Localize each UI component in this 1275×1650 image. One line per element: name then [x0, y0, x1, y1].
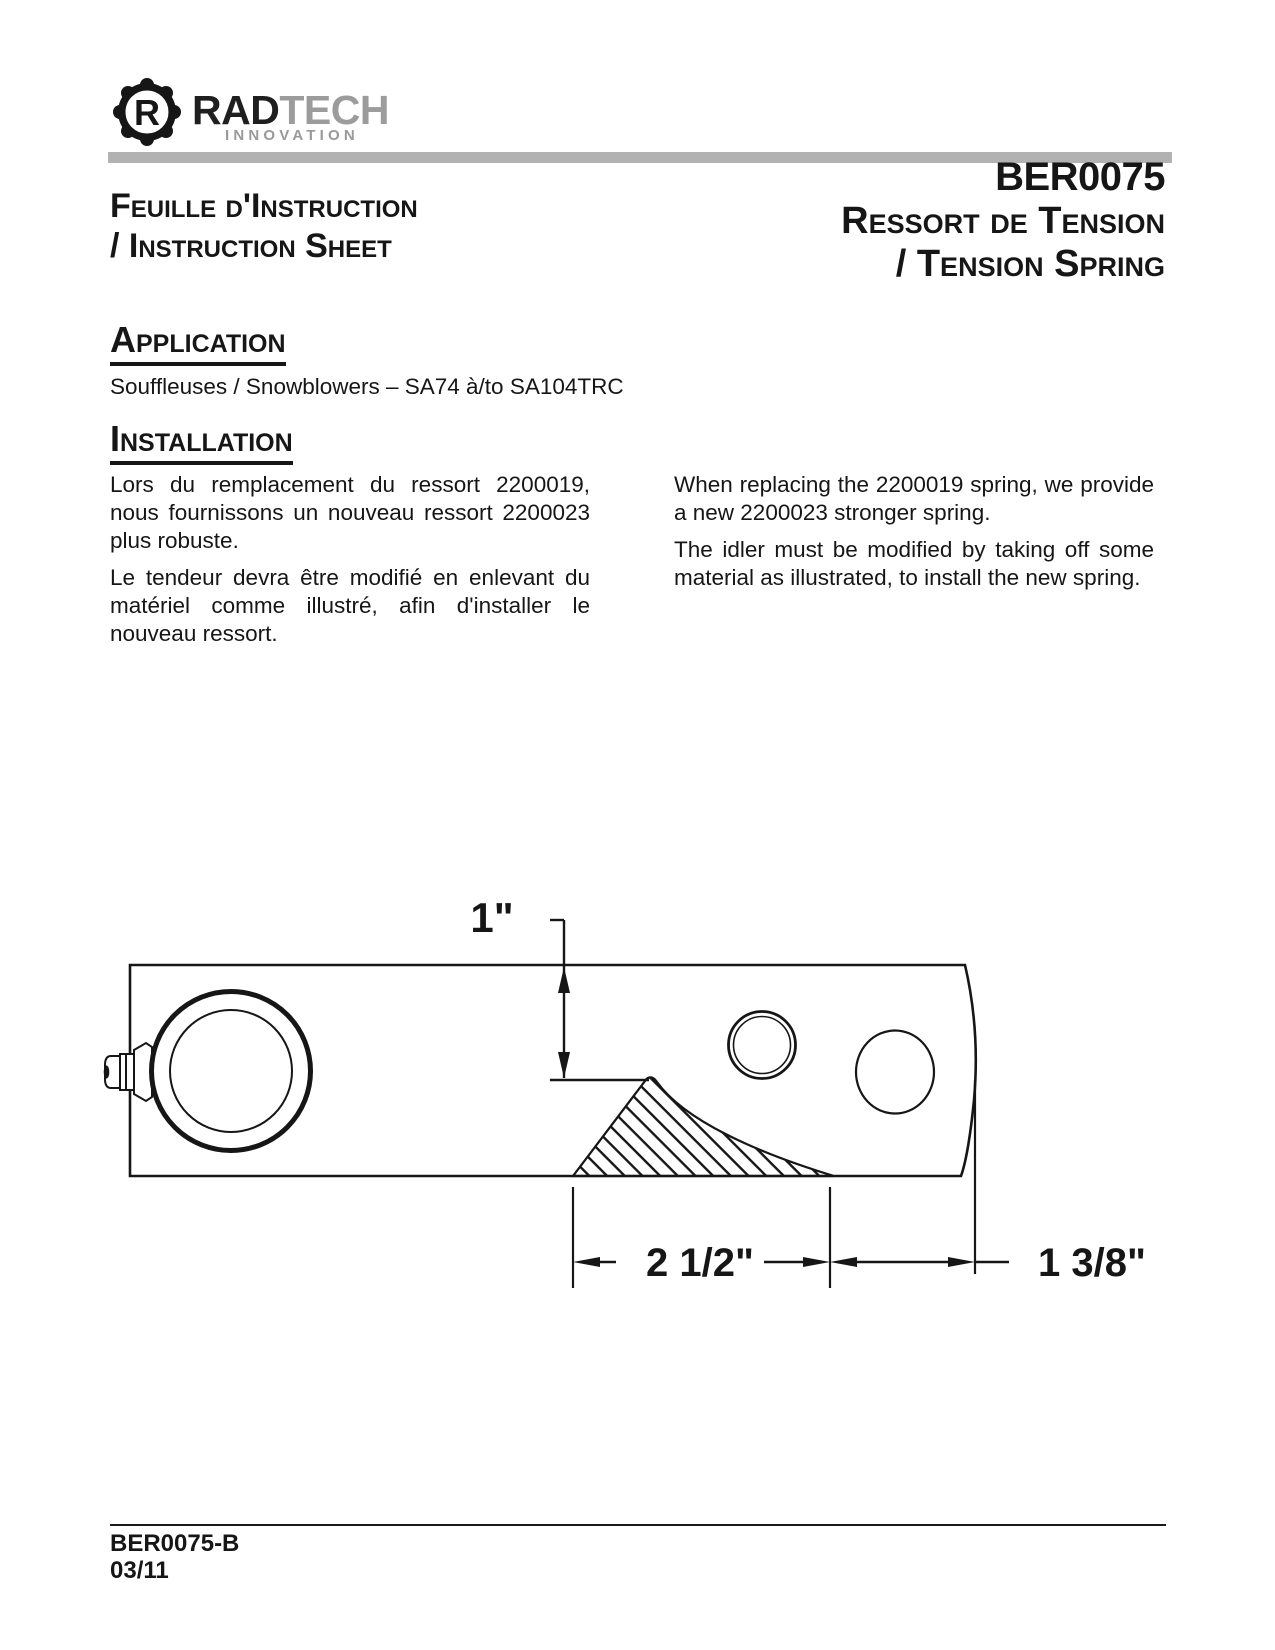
title-english: / Instruction Sheet — [110, 227, 392, 265]
part-name-english: / Tension Spring — [895, 243, 1165, 285]
dimension-width-right — [830, 1257, 1009, 1267]
footer-doc-code: BER0075-B — [110, 1530, 240, 1557]
part-number: BER0075 — [995, 155, 1165, 199]
dimension-label-height: 1" — [470, 894, 514, 941]
footer-divider — [110, 1524, 1166, 1526]
paragraph: The idler must be modified by taking off some material as illustrated, to install the new spring. — [674, 537, 1154, 590]
badge-letter: R — [134, 92, 160, 133]
dimension-label-width-right: 1 3/8" — [1038, 1241, 1146, 1285]
paragraph: Le tendeur devra être modifié en enlevant du matériel comme illustré, afin d'installer le nouveau ressort. — [110, 565, 590, 646]
part-name-french: Ressort de Tension — [841, 200, 1165, 242]
bolt-hole-small-outer — [729, 1012, 796, 1079]
installation-text-english — [674, 471, 1154, 601]
radtech-logo — [103, 64, 403, 149]
installation-heading: Installation — [110, 419, 293, 465]
logo-tagline: INNOVATION — [225, 127, 359, 144]
dimension-label-width-left: 2 1/2" — [646, 1241, 754, 1285]
document-title-left — [110, 186, 418, 266]
application-heading: Application — [110, 320, 286, 366]
idler-modification-drawing — [0, 850, 1275, 1320]
bolt-hole-large — [856, 1031, 934, 1114]
application-models: Souffleuses / Snowblowers – SA74 à/to SA104TRC — [110, 374, 624, 399]
paragraph: When replacing the 2200019 spring, we provide a new 2200023 stronger spring. — [674, 472, 1154, 525]
radtech-badge-icon — [113, 78, 181, 146]
installation-text-french — [110, 471, 590, 657]
wordmark-rad: RAD — [192, 87, 280, 133]
footer — [110, 1530, 239, 1584]
paragraph: Lors du remplacement du ressort 2200019, nous fournissons un nouveau ressort 2200023 plus robuste. — [110, 472, 590, 553]
grease-fitting — [104, 1043, 152, 1101]
wordmark-tech: TECH — [279, 87, 389, 133]
title-french: Feuille d'Instruction — [110, 187, 418, 225]
pivot-ring-outer — [152, 992, 311, 1151]
footer-date: 03/11 — [110, 1557, 169, 1584]
document-title-right — [841, 154, 1165, 286]
